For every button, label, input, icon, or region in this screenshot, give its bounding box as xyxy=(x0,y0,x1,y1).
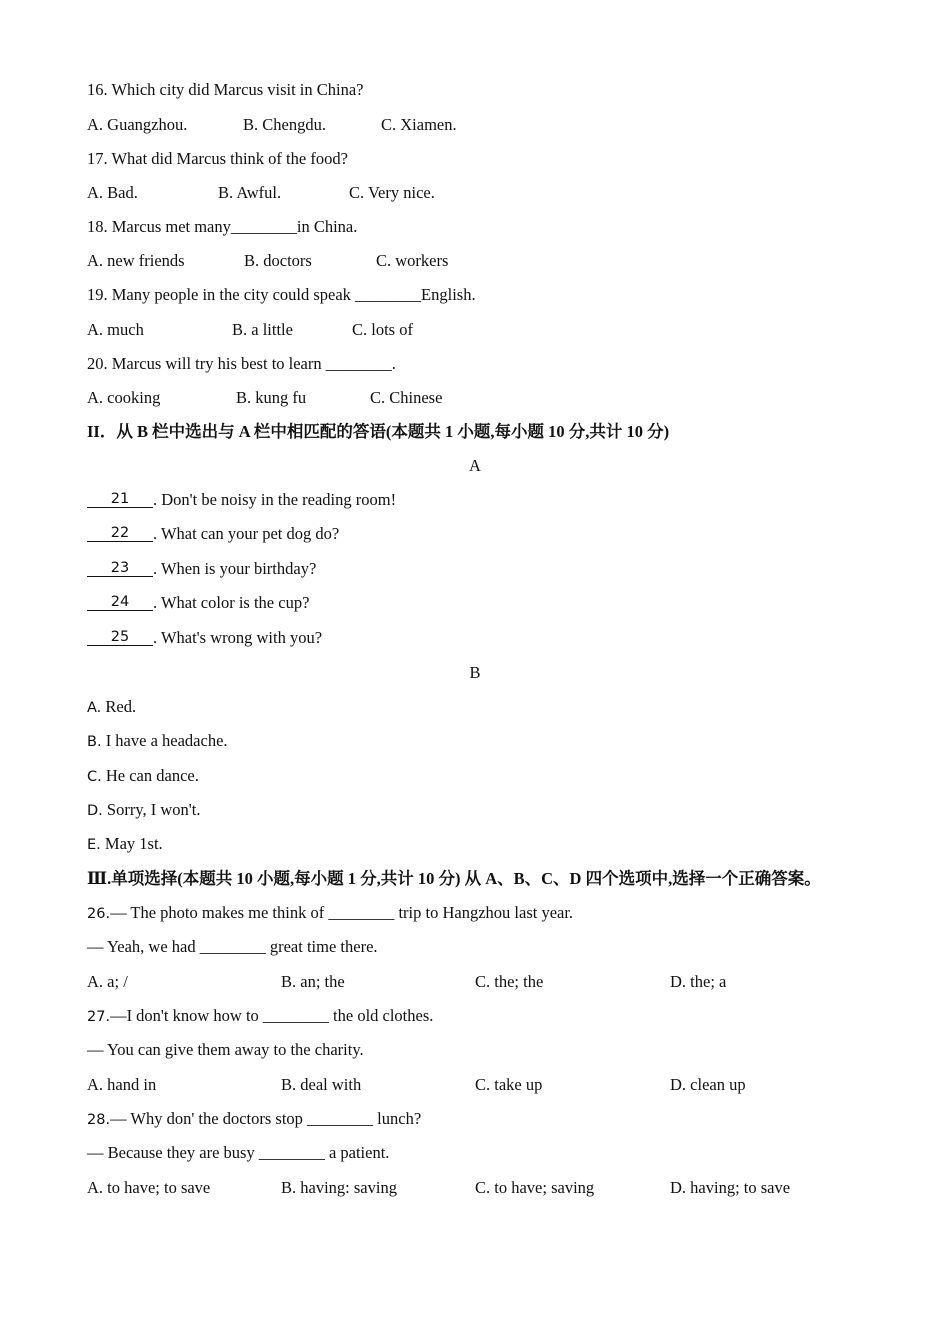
match-item-25-text: . What's wrong with you? xyxy=(153,628,323,647)
question-27-line-1 xyxy=(87,1006,433,1027)
answer-option-d-text: Sorry, I won't. xyxy=(102,800,201,819)
answer-option-d-letter: D. xyxy=(87,803,103,819)
match-item-22 xyxy=(87,524,339,544)
question-28-number: 28. xyxy=(87,1112,111,1128)
column-b-label: B xyxy=(469,663,481,682)
question-20-stem: 20. Marcus will try his best to learn ________. xyxy=(87,354,396,373)
match-item-23 xyxy=(87,559,316,579)
question-19-option-a: A. much xyxy=(87,320,144,339)
answer-blank-23[interactable]: 23 xyxy=(87,561,153,577)
answer-option-b xyxy=(87,731,228,752)
question-28-option-b: B. having: saving xyxy=(281,1178,397,1197)
answer-option-a-text: Red. xyxy=(101,697,137,716)
question-26-text: — The photo makes me think of ________ trip to Hangzhou last year. xyxy=(110,903,574,922)
question-26-line-1 xyxy=(87,903,573,924)
question-17-option-a: A. Bad. xyxy=(87,183,138,202)
question-26-option-b: B. an; the xyxy=(281,972,345,991)
question-20-option-b: B. kung fu xyxy=(236,388,307,407)
question-27-option-d: D. clean up xyxy=(670,1075,746,1094)
answer-option-c xyxy=(87,766,199,787)
question-18-option-b: B. doctors xyxy=(244,251,312,270)
question-20-option-a: A. cooking xyxy=(87,388,161,407)
question-18-stem: 18. Marcus met many________in China. xyxy=(87,217,358,236)
answer-option-b-letter: B. xyxy=(87,734,102,750)
answer-blank-22[interactable]: 22 xyxy=(87,526,153,542)
answer-option-e-text: May 1st. xyxy=(100,834,163,853)
question-26-option-c: C. the; the xyxy=(475,972,544,991)
match-item-21-text: . Don't be noisy in the reading room! xyxy=(153,490,397,509)
answer-option-a xyxy=(87,697,136,718)
question-20-option-c: C. Chinese xyxy=(370,388,443,407)
question-28-text: — Why don' the doctors stop ________ lunch? xyxy=(110,1109,422,1128)
question-16-option-b: B. Chengdu. xyxy=(243,115,326,134)
question-28-option-d: D. having; to save xyxy=(670,1178,791,1197)
section-2-heading: II．从 B 栏中选出与 A 栏中相匹配的答语(本题共 1 小题,每小题 10 分,共计 10 分) xyxy=(87,422,670,441)
match-item-21 xyxy=(87,490,396,510)
answer-blank-25[interactable]: 25 xyxy=(87,630,153,646)
question-16-option-c: C. Xiamen. xyxy=(381,115,457,134)
question-19-option-b: B. a little xyxy=(232,320,293,339)
column-a-label: A xyxy=(469,456,481,475)
match-item-23-text: . When is your birthday? xyxy=(153,559,317,578)
question-17-option-b: B. Awful. xyxy=(218,183,282,202)
question-28-line-2: — Because they are busy ________ a patient. xyxy=(87,1143,390,1162)
question-16-option-a: A. Guangzhou. xyxy=(87,115,188,134)
match-item-22-text: . What can your pet dog do? xyxy=(153,524,340,543)
question-17-option-c: C. Very nice. xyxy=(349,183,435,202)
answer-option-c-text: He can dance. xyxy=(101,766,199,785)
answer-option-b-text: I have a headache. xyxy=(101,731,228,750)
question-19-stem: 19. Many people in the city could speak ________English. xyxy=(87,285,476,304)
question-27-option-a: A. hand in xyxy=(87,1075,157,1094)
question-27-line-2: — You can give them away to the charity. xyxy=(87,1040,364,1059)
question-26-line-2: — Yeah, we had ________ great time there. xyxy=(87,937,378,956)
match-item-25 xyxy=(87,628,322,648)
answer-option-e-letter: E. xyxy=(87,837,101,853)
match-item-24 xyxy=(87,593,309,613)
answer-option-a-letter: A. xyxy=(87,700,102,716)
question-26-number: 26. xyxy=(87,906,111,922)
question-18-option-c: C. workers xyxy=(376,251,449,270)
question-28-line-1 xyxy=(87,1109,421,1130)
question-26-option-d: D. the; a xyxy=(670,972,727,991)
answer-blank-21[interactable]: 21 xyxy=(87,492,153,508)
question-17-stem: 17. What did Marcus think of the food? xyxy=(87,149,348,168)
question-27-text: —I don't know how to ________ the old clothes. xyxy=(110,1006,434,1025)
question-27-option-c: C. take up xyxy=(475,1075,543,1094)
question-16-stem: 16. Which city did Marcus visit in China? xyxy=(87,80,364,99)
section-3-heading: Ⅲ.单项选择(本题共 10 小题,每小题 1 分,共计 10 分) 从 A、B、C、D 四个选项中,选择一个正确答案。 xyxy=(87,869,821,888)
question-18-option-a: A. new friends xyxy=(87,251,185,270)
answer-option-e xyxy=(87,834,163,855)
question-27-number: 27. xyxy=(87,1009,111,1025)
answer-option-c-letter: C. xyxy=(87,769,102,785)
question-27-option-b: B. deal with xyxy=(281,1075,362,1094)
question-19-option-c: C. lots of xyxy=(352,320,413,339)
question-28-option-a: A. to have; to save xyxy=(87,1178,211,1197)
question-28-option-c: C. to have; saving xyxy=(475,1178,595,1197)
question-26-option-a: A. a; / xyxy=(87,972,128,991)
answer-option-d xyxy=(87,800,200,821)
match-item-24-text: . What color is the cup? xyxy=(153,593,310,612)
answer-blank-24[interactable]: 24 xyxy=(87,595,153,611)
